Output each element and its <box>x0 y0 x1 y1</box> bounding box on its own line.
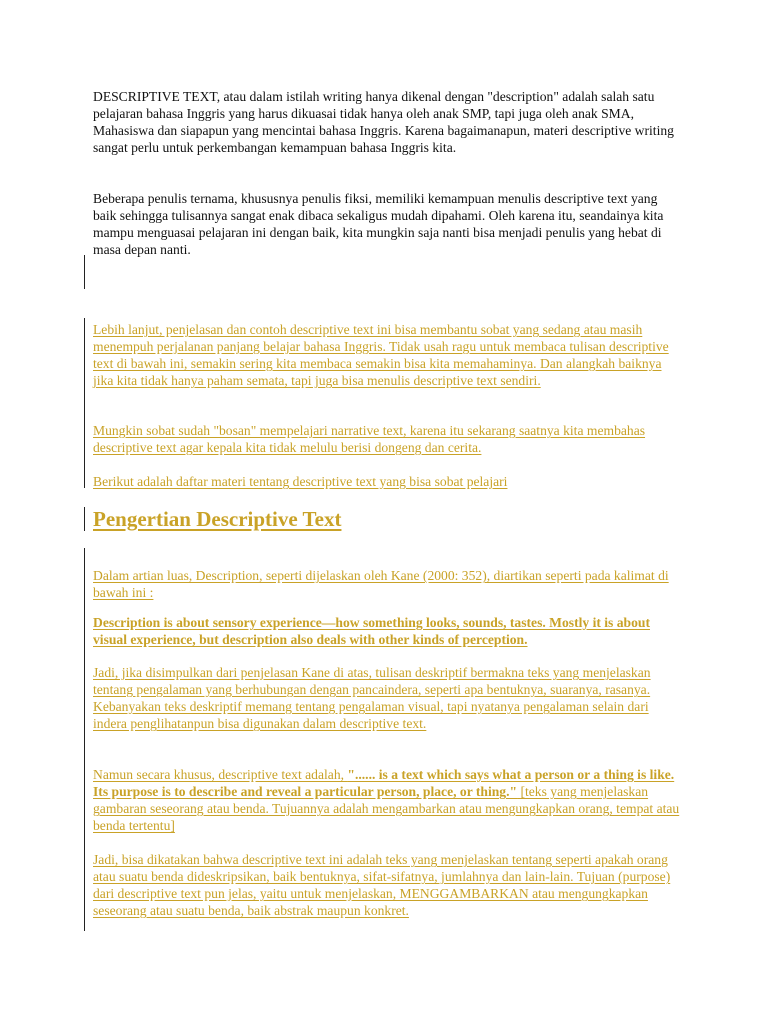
conclusion-paragraph[interactable]: Jadi, jika disimpulkan dari penjelasan Kane di atas, tulisan deskriptif bermakna teks yang menjelaskan tentang pengalaman yang berhubungan dengan pancaindera, seperti apa bentuknya, suaranya, rasanya. Kebanyakan teks deskriptif memang tentang pengalaman visual, tapi nyatanya pengalaman selain dari indera penglihatanpun bisa digunakan dalam descriptive text. <box>93 665 651 731</box>
link-paragraph-2[interactable]: Mungkin sobat sudah "bosan" mempelajari narrative text, karena itu sekarang saatnya kita membahas descriptive text agar kepala kita tidak melulu berisi dongeng dan cerita. <box>93 423 646 455</box>
intro-paragraph-2: Beberapa penulis ternama, khususnya penulis fiksi, memiliki kemampuan menulis descriptive text yang baik sehingga tulisannya sangat enak dibaca sekaligus mudah dipahami. Oleh karena itu, seandainya kita mampu menguasai pelajaran ini dengan baik, kita mungkin saja nanti bisa menjadi penulis yang hebat di masa depan nanti. <box>93 191 664 257</box>
intro-paragraph-1: DESCRIPTIVE TEXT, atau dalam istilah writing hanya dikenal dengan "description" adalah salah satu pelajaran bahasa Inggris yang harus dikuasai tidak hanya oleh anak SMP, tapi juga oleh anak SMA, Mahasiswa dan siapapun yang mencintai bahasa Inggris. Karena bagaimanapun, materi descriptive writing sangat perlu untuk perkembangan kemampuan bahasa Inggris kita. <box>93 89 674 155</box>
definition-intro[interactable]: Dalam artian luas, Description, seperti dijelaskan oleh Kane (2000: 352), diartikan seperti pada kalimat di bawah ini : <box>93 568 669 600</box>
specific-lead: Namun secara khusus, descriptive text adalah, <box>93 767 348 782</box>
revision-bar <box>84 318 85 488</box>
revision-bar <box>84 255 85 289</box>
revision-bar <box>84 548 85 931</box>
link-paragraph-1[interactable]: Lebih lanjut, penjelasan dan contoh descriptive text ini bisa membantu sobat yang sedang atau masih menempuh perjalanan panjang belajar bahasa Inggris. Tidak usah ragu untuk membaca tulisan descriptive text di bawah ini, semakin sering kita membaca semakin bisa kita memahaminya. Dan alangkah baiknya jika kita tidak hanya paham semata, tapi juga bisa menulis descriptive text sendiri. <box>93 322 669 388</box>
specific-translation: [teks yang menjelaskan gambaran seseorang atau benda. Tujuannya adalah mengambarkan atau mengungkapkan orang, tempat atau benda tertentu] <box>93 784 680 833</box>
revision-bar <box>84 507 85 531</box>
specific-definition[interactable] <box>93 766 683 834</box>
specific-quote: "...... is a text which says what a person or a thing is like. Its purpose is to describe and reveal a particular person, place, or thing." <box>93 767 675 799</box>
section-heading[interactable]: Pengertian Descriptive Text <box>93 507 342 531</box>
link-paragraph-3[interactable]: Berikut adalah daftar materi tentang descriptive text yang bisa sobat pelajari <box>93 474 508 489</box>
definition-quote[interactable]: Description is about sensory experience—how something looks, sounds, tastes. Mostly it is about visual experience, but description also deals with other kinds of perception. <box>93 615 650 647</box>
final-paragraph[interactable]: Jadi, bisa dikatakan bahwa descriptive text ini adalah teks yang menjelaskan tentang seperti apakah orang atau suatu benda dideskripsikan, baik bentuknya, sifat-sifatnya, jumlahnya dan lain-lain. Tujuan (purpose) dari descriptive text pun jelas, yaitu untuk menjelaskan, MENGGAMBARKAN atau mengungkapkan seseorang atau suatu benda, baik abstrak maupun konkret. <box>93 852 671 918</box>
